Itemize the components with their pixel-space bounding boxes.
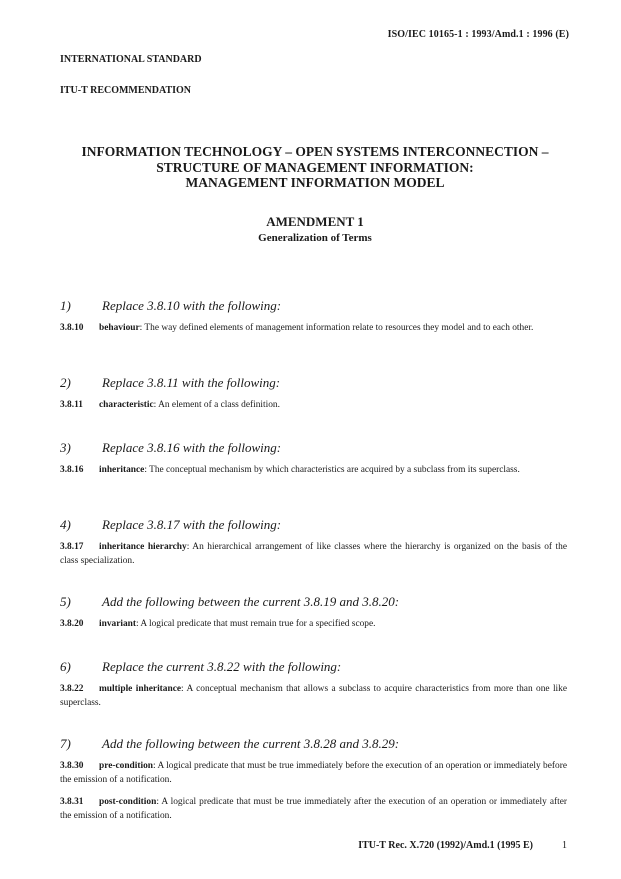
definition-text: : A conceptual mechanism that allows a subclass to acquire characteristics from more than one like superclass. — [60, 684, 568, 708]
section-instruction: Replace 3.8.10 with the following: — [102, 298, 282, 313]
section-number: 7) — [60, 736, 71, 751]
definition-text: : An hierarchical arrangement of like classes where the hierarchy is organized on the basis of the class specialization. — [60, 542, 567, 566]
footer-recommendation: ITU-T Rec. X.720 (1992)/Amd.1 (1995 E) — [358, 840, 533, 851]
section-number: 2) — [60, 375, 71, 390]
title-line-3: MANAGEMENT INFORMATION MODEL — [185, 175, 445, 190]
section-instruction: Add the following between the current 3.8.19 and 3.8.20: — [102, 594, 400, 609]
section-number: 1) — [60, 298, 71, 313]
definition-text: : A logical predicate that must be true immediately after the execution of an operation or immediately after the emission of a notification. — [60, 797, 567, 821]
title-line-2: STRUCTURE OF MANAGEMENT INFORMATION: — [156, 159, 474, 175]
definition-term: inheritance hierarchy — [99, 542, 187, 552]
definition-text: : An element of a class definition. — [153, 400, 280, 410]
definition — [60, 760, 567, 787]
definition — [60, 683, 567, 710]
definition-number: 3.8.11 — [60, 400, 83, 410]
definition — [60, 399, 567, 413]
definition-number: 3.8.16 — [60, 465, 84, 475]
definition-term: characteristic — [99, 400, 154, 410]
definition-term: pre-condition — [99, 761, 153, 771]
section-heading — [60, 517, 570, 533]
definition — [60, 796, 567, 823]
definition-term: multiple inheritance — [99, 684, 182, 694]
definition-number: 3.8.22 — [60, 684, 84, 694]
section-heading — [60, 440, 570, 456]
definition-number: 3.8.30 — [60, 761, 84, 771]
section-instruction: Replace 3.8.17 with the following: — [102, 517, 282, 532]
definition-term: post-condition — [99, 797, 157, 807]
section-heading — [60, 736, 570, 752]
section-instruction: Add the following between the current 3.8.28 and 3.8.29: — [102, 736, 400, 751]
definition — [60, 464, 567, 478]
definition-term: behaviour — [99, 323, 140, 333]
recommendation-label: ITU-T RECOMMENDATION — [60, 85, 192, 96]
section-number: 4) — [60, 517, 71, 532]
definition-term: inheritance — [99, 465, 145, 475]
definition-text: : The conceptual mechanism by which characteristics are acquired by a subclass from its superclass. — [144, 465, 520, 475]
standard-type: INTERNATIONAL STANDARD — [60, 54, 202, 65]
definition-text: : A logical predicate that must remain true for a specified scope. — [135, 619, 376, 629]
section-heading — [60, 659, 570, 675]
definition — [60, 618, 567, 632]
definition-term: invariant — [99, 619, 136, 629]
section-heading — [60, 594, 570, 610]
definition-text: : A logical predicate that must be true immediately before the execution of an operation or immediately before the emission of a notification. — [60, 761, 567, 785]
definition-number: 3.8.17 — [60, 542, 84, 552]
definition-number: 3.8.31 — [60, 797, 84, 807]
definition-number: 3.8.20 — [60, 619, 84, 629]
section-heading — [60, 375, 570, 391]
section-number: 5) — [60, 594, 71, 609]
definition-number: 3.8.10 — [60, 323, 84, 333]
section-instruction: Replace the current 3.8.22 with the following: — [102, 659, 342, 674]
document-id: ISO/IEC 10165-1 : 1993/Amd.1 : 1996 (E) — [387, 29, 569, 40]
definition — [60, 322, 567, 336]
definition-text: : The way defined elements of management information relate to resources they model and to each other. — [139, 323, 534, 333]
amendment-subtitle: Generalization of Terms — [258, 232, 372, 244]
section-number: 6) — [60, 659, 71, 674]
document-title — [60, 144, 570, 191]
section-heading — [60, 298, 570, 314]
section-number: 3) — [60, 440, 71, 455]
amendment-label: AMENDMENT 1 — [266, 214, 364, 229]
section-instruction: Replace 3.8.16 with the following: — [102, 440, 282, 455]
section-instruction: Replace 3.8.11 with the following: — [102, 375, 281, 390]
title-line-1: INFORMATION TECHNOLOGY – OPEN SYSTEMS INTERCONNECTION – — [81, 144, 549, 159]
page-number: 1 — [562, 840, 567, 851]
definition — [60, 541, 567, 568]
